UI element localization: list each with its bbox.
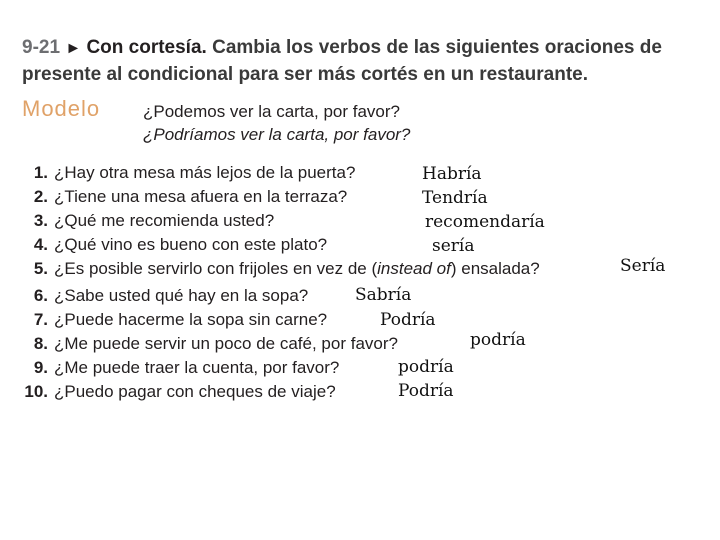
item-number: 3. — [33, 211, 48, 230]
exercise-title: Con cortesía. — [86, 37, 207, 58]
item-number: 2. — [33, 187, 48, 206]
answer-5: Sería — [620, 256, 666, 276]
item-question-part: ¿Es posible servirlo con frijoles en vez de ( — [54, 259, 378, 278]
answer-8: podría — [470, 330, 526, 350]
list-item — [22, 333, 398, 355]
item-question: ¿Me puede traer la cuenta, por favor? — [54, 358, 340, 377]
modelo-label: Modelo — [22, 96, 101, 121]
item-question-part: ) ensalada? — [450, 259, 540, 278]
item-number: 10. — [24, 382, 48, 401]
play-arrow-icon: ► — [65, 40, 82, 57]
list-item — [22, 285, 308, 307]
answer-10: Podría — [398, 381, 454, 401]
item-question: ¿Hay otra mesa más lejos de la puerta? — [54, 163, 356, 182]
item-question: ¿Me puede servir un poco de café, por favor? — [54, 334, 398, 353]
exercise-number: 9-21 — [22, 37, 61, 58]
list-item — [22, 357, 339, 379]
list-item — [22, 309, 327, 331]
item-number: 8. — [33, 334, 48, 353]
item-number: 4. — [33, 235, 48, 254]
item-question: ¿Qué me recomienda usted? — [54, 211, 275, 230]
answer-2: Tendría — [422, 188, 488, 208]
item-number: 9. — [33, 358, 48, 377]
modelo-answer: ¿Podríamos ver la carta, por favor? — [143, 125, 411, 144]
answer-3: recomendaría — [425, 212, 545, 232]
item-question: ¿Puede hacerme la sopa sin carne? — [54, 310, 328, 329]
item-question: ¿Sabe usted qué hay en la sopa? — [54, 286, 309, 305]
item-number: 7. — [33, 310, 48, 329]
instructions-line-1: Cambia los verbos de las siguientes oraciones de — [212, 37, 662, 58]
item-number: 5. — [33, 259, 48, 278]
answer-7: Podría — [380, 310, 436, 330]
instructions-line-2: presente al condicional para ser más cortés en un restaurante. — [22, 64, 588, 85]
item-number: 6. — [33, 286, 48, 305]
item-question: ¿Qué vino es bueno con este plato? — [54, 235, 328, 254]
list-item — [22, 210, 274, 232]
answer-6: Sabría — [355, 285, 412, 305]
list-item — [22, 234, 327, 256]
list-item — [22, 162, 355, 184]
answer-1: Habría — [422, 164, 482, 184]
list-item — [22, 186, 347, 208]
item-question-italic: instead of — [377, 259, 451, 278]
modelo-original: ¿Podemos ver la carta, por favor? — [143, 102, 401, 121]
answer-9: podría — [398, 357, 454, 377]
exercise-header — [22, 35, 702, 88]
list-item — [22, 381, 336, 403]
answer-4: sería — [432, 236, 475, 256]
list-item — [22, 258, 540, 280]
item-question: ¿Tiene una mesa afuera en la terraza? — [54, 187, 348, 206]
item-number: 1. — [33, 163, 48, 182]
item-question: ¿Puedo pagar con cheques de viaje? — [54, 382, 336, 401]
